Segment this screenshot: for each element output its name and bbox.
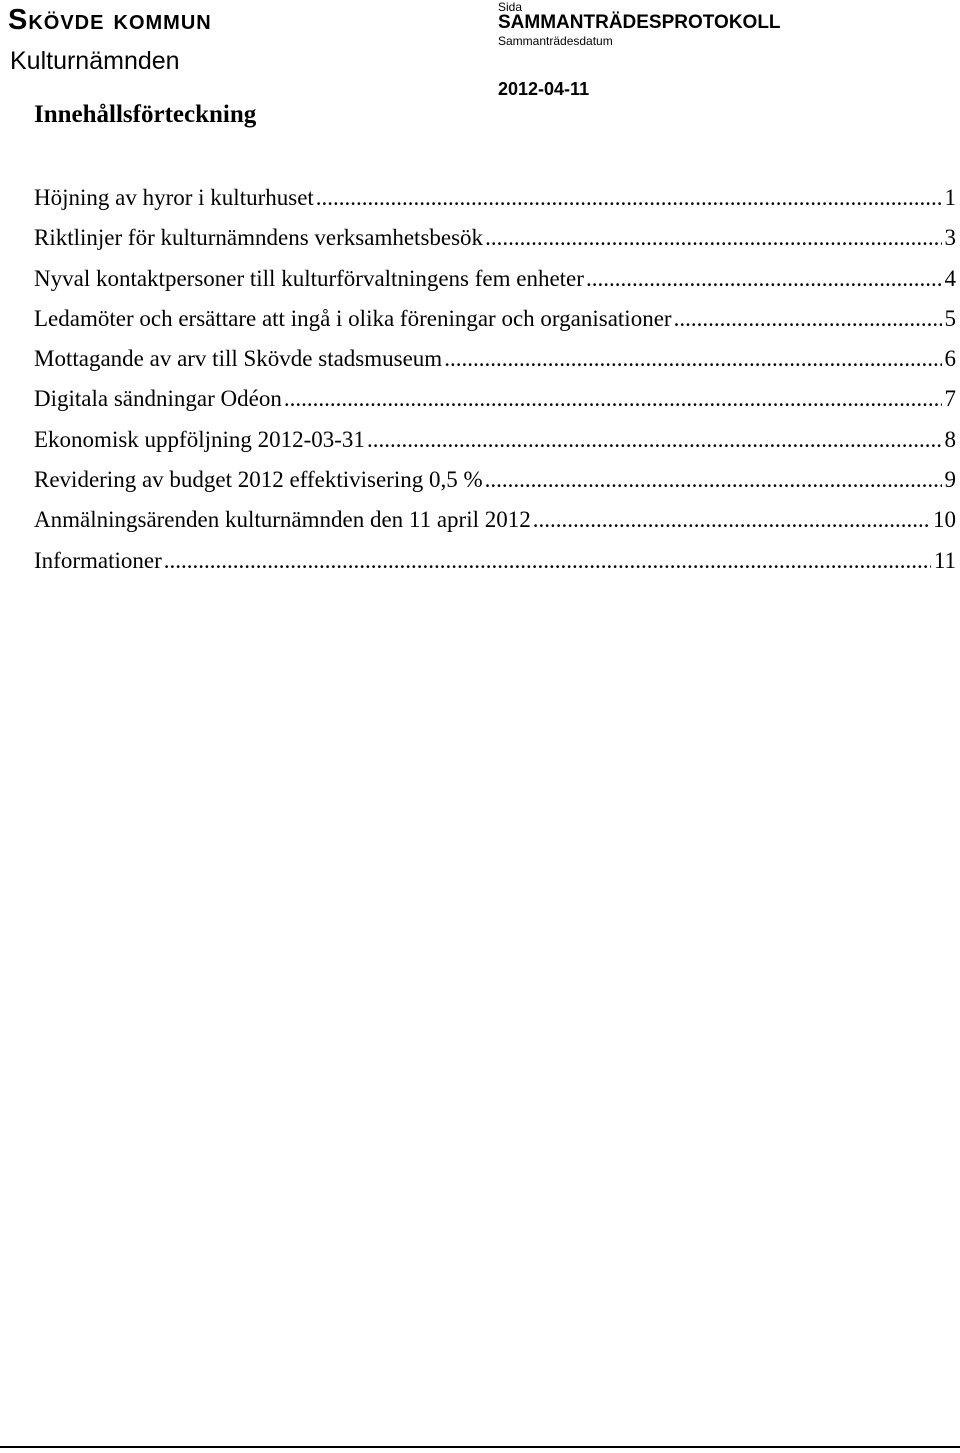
toc-entry-title: Ekonomisk uppföljning 2012-03-31 bbox=[34, 426, 365, 452]
toc-leader-dots bbox=[367, 420, 942, 460]
page-label: Sida bbox=[498, 0, 523, 14]
toc-entry-title: Ledamöter och ersättare att ingå i olika föreningar och organisationer bbox=[34, 305, 672, 331]
toc-entry[interactable] bbox=[34, 460, 956, 500]
toc-entry-page: 6 bbox=[944, 346, 956, 372]
toc-entry-title: Höjning av hyror i kulturhuset bbox=[34, 185, 314, 210]
toc-leader-dots bbox=[485, 218, 941, 258]
toc-entry[interactable] bbox=[34, 379, 956, 419]
toc-entry[interactable] bbox=[34, 178, 956, 218]
toc-entry-page: 10 bbox=[933, 507, 956, 533]
document-type: SAMMANTRÄDESPROTOKOLL bbox=[498, 12, 781, 33]
toc-entry[interactable] bbox=[34, 420, 956, 460]
toc-entry-title: Revidering av budget 2012 effektivisering 0,5 % bbox=[34, 467, 483, 493]
toc-title: Innehållsförteckning bbox=[34, 101, 257, 128]
toc-entry[interactable] bbox=[34, 500, 956, 540]
toc-entry-page: 5 bbox=[944, 305, 956, 331]
meeting-date: 2012-04-11 bbox=[498, 79, 590, 99]
date-label: Sammanträdesdatum bbox=[498, 34, 613, 48]
toc-entry[interactable] bbox=[34, 218, 956, 258]
toc-leader-dots bbox=[533, 500, 930, 540]
toc-entry-title: Riktlinjer för kulturnämndens verksamhetsbesök bbox=[34, 225, 484, 251]
toc-entry-page: 7 bbox=[944, 386, 956, 412]
toc-entry[interactable] bbox=[34, 339, 956, 379]
toc-entry-page: 3 bbox=[944, 225, 956, 251]
organization-logo: Skövde kommun bbox=[8, 4, 212, 36]
toc-entry-page: 9 bbox=[944, 467, 956, 493]
toc-entry-page: 1 bbox=[944, 185, 956, 210]
toc-leader-dots bbox=[284, 379, 942, 419]
toc-leader-dots bbox=[586, 259, 942, 299]
toc-entry-page: 8 bbox=[944, 426, 956, 452]
toc-leader-dots bbox=[485, 460, 942, 500]
toc-entry[interactable] bbox=[34, 541, 956, 581]
toc-leader-dots bbox=[316, 178, 942, 218]
toc-entry[interactable] bbox=[34, 299, 956, 339]
toc-entry-title: Informationer bbox=[34, 547, 162, 573]
toc-leader-dots bbox=[164, 541, 931, 581]
toc-leader-dots bbox=[674, 299, 942, 339]
toc-entry[interactable] bbox=[34, 259, 956, 299]
committee-name: Kulturnämnden bbox=[10, 47, 180, 75]
toc-leader-dots bbox=[444, 339, 941, 379]
toc-entry-page: 4 bbox=[944, 265, 956, 291]
toc-entry-title: Anmälningsärenden kulturnämnden den 11 april 2012 bbox=[34, 507, 531, 533]
table-of-contents bbox=[34, 178, 956, 581]
toc-entry-title: Mottagande av arv till Skövde stadsmuseum bbox=[34, 346, 443, 372]
toc-entry-title: Nyval kontaktpersoner till kulturförvaltningens fem enheter bbox=[34, 265, 584, 291]
toc-entry-page: 11 bbox=[933, 547, 956, 573]
footer-rule bbox=[0, 1446, 960, 1448]
toc-entry-title: Digitala sändningar Odéon bbox=[34, 386, 282, 412]
